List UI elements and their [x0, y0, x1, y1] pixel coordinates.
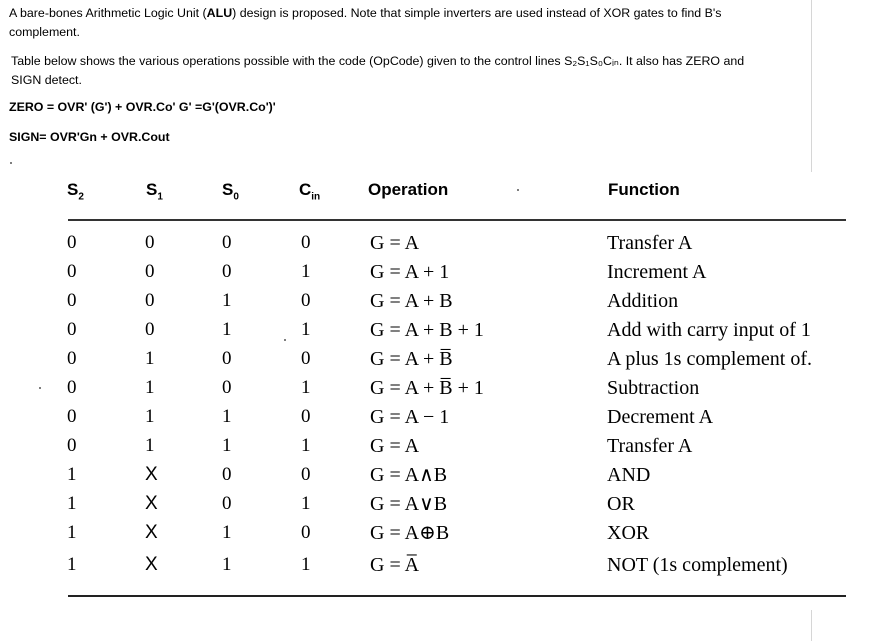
cell-operation: G = A + B̅ + 1	[370, 377, 484, 399]
cell-s2: 0	[67, 290, 77, 311]
cell-s0: 1	[222, 554, 232, 575]
table-row	[0, 405, 869, 434]
header-s1-subscript: 1	[157, 191, 163, 203]
cell-s1: 0	[145, 290, 155, 311]
intro-text-segment: complement.	[9, 25, 80, 39]
cell-s0: 0	[222, 493, 232, 514]
cell-cin: 1	[301, 435, 311, 456]
cell-function: Transfer A	[607, 435, 693, 457]
page-edge-divider	[811, 0, 812, 172]
cell-cin: 0	[301, 406, 311, 427]
cell-s0: 0	[222, 348, 232, 369]
cell-operation: G = A + B	[370, 290, 453, 312]
table-row	[0, 492, 869, 521]
table-row	[0, 318, 869, 347]
header-cin-subscript: in	[311, 191, 321, 203]
table-row	[0, 434, 869, 463]
cell-operation: G = A∨B	[370, 493, 448, 515]
cell-s2: 0	[67, 377, 77, 398]
cell-s1: 0	[145, 232, 155, 253]
cell-operation: G = A∧B	[370, 464, 448, 486]
page-edge-divider	[811, 610, 812, 641]
cell-s2: 1	[67, 522, 77, 543]
cell-function: Increment A	[607, 261, 707, 283]
intro-text-segment: Table below shows the various operations possible with the code (OpCode) given to the control lines S₂S₁S₀Cᵢₙ. It also has ZERO and	[11, 54, 745, 68]
cell-s0: 1	[222, 522, 232, 543]
cell-operation: G = A	[370, 435, 420, 457]
intro-paragraph-1	[9, 4, 721, 42]
zero-equation: ZERO = OVR' (G') + OVR.Co' G' =G'(OVR.Co')'	[9, 100, 276, 114]
cell-s2: 1	[67, 464, 77, 485]
cell-s2: 0	[67, 348, 77, 369]
sign-equation: SIGN= OVR'Gn + OVR.Cout	[9, 130, 170, 144]
cell-s1: 1	[145, 348, 155, 369]
stray-mark	[517, 189, 519, 191]
stray-mark	[10, 162, 12, 164]
cell-function: AND	[607, 464, 651, 486]
header-s0-subscript: 0	[233, 191, 239, 203]
cell-s0: 1	[222, 319, 232, 340]
cell-s0: 0	[222, 232, 232, 253]
intro-text-segment: ) design is proposed. Note that simple inverters are used instead of XOR gates to find B's	[232, 6, 722, 20]
cell-s1: X	[145, 464, 158, 485]
cell-cin: 1	[301, 377, 311, 398]
header-operation: Operation	[368, 180, 449, 199]
cell-s2: 0	[67, 261, 77, 282]
cell-cin: 0	[301, 348, 311, 369]
table-row	[0, 289, 869, 318]
cell-operation: G = A	[370, 232, 420, 254]
cell-s0: 0	[222, 377, 232, 398]
cell-function: Decrement A	[607, 406, 714, 428]
cell-s0: 0	[222, 261, 232, 282]
table-row	[0, 521, 869, 550]
cell-function: Add with carry input of 1	[607, 319, 811, 341]
alu-abbrev: ALU	[206, 6, 233, 20]
cell-s2: 0	[67, 435, 77, 456]
table-top-rule	[68, 219, 846, 221]
cell-s2: 0	[67, 319, 77, 340]
cell-function: Addition	[607, 290, 679, 312]
cell-operation: G = A⊕B	[370, 522, 450, 544]
cell-s1: 1	[145, 377, 155, 398]
cell-s0: 1	[222, 290, 232, 311]
cell-s2: 1	[67, 554, 77, 575]
cell-function: A plus 1s complement of.	[607, 348, 812, 370]
cell-cin: 0	[301, 232, 311, 253]
cell-cin: 1	[301, 554, 311, 575]
header-s2	[67, 180, 84, 202]
cell-cin: 0	[301, 290, 311, 311]
cell-s1: 0	[145, 319, 155, 340]
cell-operation: G = A + 1	[370, 261, 450, 283]
header-s2-letter: S	[67, 180, 79, 199]
table-row	[0, 463, 869, 492]
header-s1-letter: S	[146, 180, 158, 199]
cell-operation: G = A + B + 1	[370, 319, 484, 341]
cell-operation: G = A − 1	[370, 406, 450, 428]
header-s0-letter: S	[222, 180, 234, 199]
cell-s2: 0	[67, 232, 77, 253]
table-row	[0, 231, 869, 260]
cell-s1: X	[145, 522, 158, 543]
cell-s1: X	[145, 554, 158, 575]
cell-cin: 1	[301, 319, 311, 340]
intro-text-segment: SIGN detect.	[11, 73, 82, 87]
cell-function: Subtraction	[607, 377, 700, 399]
header-cin	[299, 180, 320, 202]
cell-function: XOR	[607, 522, 650, 544]
table-bottom-rule	[68, 595, 846, 597]
cell-cin: 1	[301, 261, 311, 282]
header-cin-letter: C	[299, 180, 312, 199]
table-row	[0, 376, 869, 405]
cell-s2: 1	[67, 493, 77, 514]
cell-function: Transfer A	[607, 232, 693, 254]
cell-s1: 1	[145, 435, 155, 456]
cell-s0: 0	[222, 464, 232, 485]
cell-operation: G = A + B̅	[370, 348, 453, 370]
intro-paragraph-2	[11, 52, 744, 90]
table-row	[0, 260, 869, 289]
cell-s1: X	[145, 493, 158, 514]
cell-operation: G = A̅	[370, 554, 420, 576]
cell-function: NOT (1s complement)	[607, 554, 788, 576]
cell-s1: 1	[145, 406, 155, 427]
cell-s1: 0	[145, 261, 155, 282]
header-s0	[222, 180, 239, 202]
intro-text-segment: A bare-bones Arithmetic Logic Unit (	[9, 6, 207, 20]
header-s1	[146, 180, 163, 202]
cell-s2: 0	[67, 406, 77, 427]
table-row	[0, 347, 869, 376]
header-function: Function	[608, 180, 680, 199]
cell-s0: 1	[222, 406, 232, 427]
cell-cin: 1	[301, 493, 311, 514]
table-row	[0, 553, 869, 582]
header-s2-subscript: 2	[78, 191, 84, 203]
cell-function: OR	[607, 493, 635, 515]
cell-s0: 1	[222, 435, 232, 456]
cell-cin: 0	[301, 522, 311, 543]
cell-cin: 0	[301, 464, 311, 485]
